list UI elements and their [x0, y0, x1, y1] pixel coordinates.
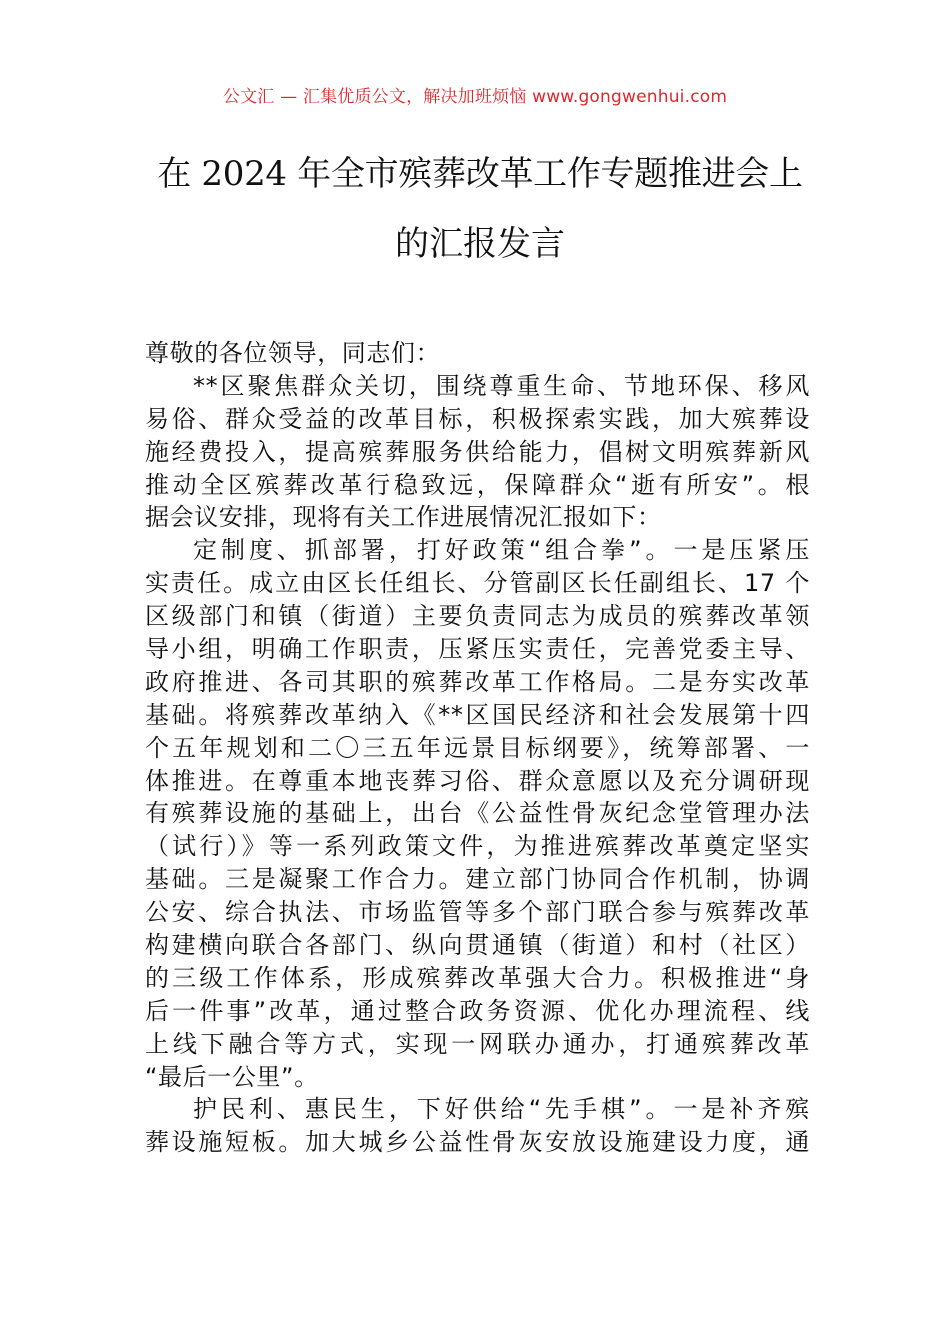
document-title-line-1: 在 2024 年全市殡葬改革工作专题推进会上	[157, 154, 803, 194]
paragraph-1-line: 据会议安排，现将有关工作进展情况汇报如下：	[145, 503, 662, 532]
paragraph-2-line: 实责任。成立由区长任组长、分管副区长任副组长、17 个	[145, 569, 810, 598]
paragraph-3-line: 护民利、惠民生，下好供给“先手棋”。一是补齐殡	[193, 1095, 810, 1124]
paragraph-2-line: 体推进。在尊重本地丧葬习俗、群众意愿以及充分调研现	[145, 766, 810, 795]
paragraph-1-line: 施经费投入，提高殡葬服务供给能力，倡树文明殡葬新风	[145, 437, 810, 466]
paragraph-1-line: 易俗、群众受益的改革目标，积极探索实践，加大殡葬设	[145, 404, 810, 433]
paragraph-2-line: 导小组，明确工作职责，压紧压实责任，完善党委主导、	[145, 635, 810, 664]
paragraph-2-line: 定制度、抓部署，打好政策“组合拳”。一是压紧压	[193, 536, 810, 565]
paragraph-2-line: 后一件事”改革，通过整合政务资源、优化办理流程、线	[145, 996, 810, 1025]
salutation: 尊敬的各位领导，同志们：	[145, 339, 441, 367]
paragraph-2-line: 基础。三是凝聚工作合力。建立部门协同合作机制，协调	[145, 865, 810, 894]
paragraph-3-line: 葬设施短板。加大城乡公益性骨灰安放设施建设力度，通	[145, 1128, 810, 1157]
paragraph-2-line: 政府推进、各司其职的殡葬改革工作格局。二是夯实改革	[145, 667, 810, 696]
paragraph-1-line: **区聚焦群众关切，围绕尊重生命、节地环保、移风	[193, 371, 810, 400]
paragraph-2-line: 区级部门和镇（街道）主要负责同志为成员的殡葬改革领	[145, 602, 810, 631]
paragraph-2-line: 有殡葬设施的基础上，出台《公益性骨灰纪念堂管理办法	[145, 799, 810, 828]
paragraph-2-line: 构建横向联合各部门、纵向贯通镇（街道）和村（社区）	[145, 931, 810, 960]
paragraph-2-line: 个五年规划和二〇三五年远景目标纲要》，统筹部署、一	[145, 733, 810, 762]
site-banner: 公文汇 — 汇集优质公文，解决加班烦恼 www.gongwenhui.com	[222, 87, 728, 107]
paragraph-2-line: （试行）》等一系列政策文件，为推进殡葬改革奠定坚实	[145, 832, 810, 861]
paragraph-2-line: “最后一公里”。	[145, 1062, 319, 1091]
paragraph-2-line: 公安、综合执法、市场监管等多个部门联合参与殡葬改革	[145, 898, 810, 927]
paragraph-2-line: 的三级工作体系，形成殡葬改革强大合力。积极推进“身	[145, 963, 810, 992]
document-body	[145, 337, 810, 1159]
paragraph-2-line: 上线下融合等方式，实现一网联办通办，打通殡葬改革	[145, 1029, 810, 1058]
paragraph-2-line: 基础。将殡葬改革纳入《**区国民经济和社会发展第十四	[145, 700, 810, 729]
document-title-line-2: 的汇报发言	[395, 224, 565, 264]
paragraph-1-line: 推动全区殡葬改革行稳致远，保障群众“逝有所安”。根	[145, 470, 810, 499]
